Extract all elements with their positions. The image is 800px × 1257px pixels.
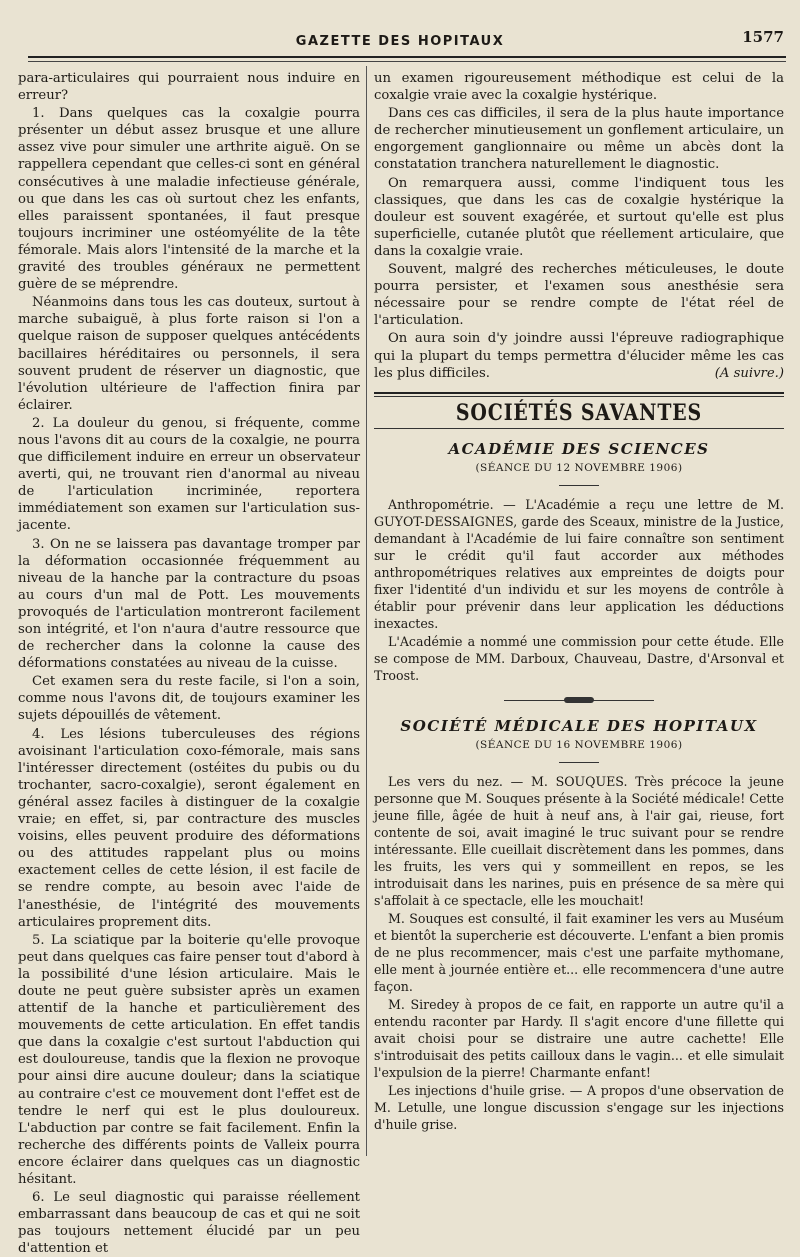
section-banner [374,392,784,429]
paragraph [374,330,784,381]
ornament-mark [564,697,594,703]
academie-title: ACADÉMIE DES SCIENCES [448,439,710,458]
paragraph: un examen rigoureusement méthodique est celui de la coxalgie vraie avec la coxalgie hystérique. [374,71,784,104]
paragraph: M. Souques est consulté, il fait examiner les vers au Muséum et bientôt la supercherie est découverte. L'enfant a bien promis de ne plus recommencer, mais c'est une parfaite mythomane, elle ment à journée entière et... elle recommencera d'une autre façon. [374,911,784,995]
paragraph: Anthropométrie. — L'Académie a reçu une lettre de M. GUYOT-DESSAIGNES, garde des Sceaux, ministre de la Justice, demandant à l'Académie de lui faire connaître son sentiment sur le crédit qu'il faut accorder aux méthodes anthropométriques relatives aux empreintes de doigts pour fixer l'identité d'un individu et sur les moyens de contrôle à établir pour prévenir dans leur application les déductions inexactes. [374,496,784,631]
academie-seance: (SÉANCE DU 12 NOVEMBRE 1906) [475,461,683,474]
paragraph: 3. On ne se laissera pas davantage tromper par la déformation occasionnée fréquemment au niveau de la hanche par la contracture du psoas au cours d'un mal de Pott. Les mouvements provoqués de l'articulation montreront facilement son intégrité, et l'on n'aura d'autre ressource que de rechercher dans la colonne la cause des déformations constatées au niveau de la cuisse. [18,536,360,672]
paragraph: 1. Dans quelques cas la coxalgie pourra présenter un début assez brusque et une allure assez vive pour simuler une arthrite aiguë. On se rappellera cependant que celles-ci sont en général consécutives à une maladie infectieuse générale, ou que dans les cas où surtout chez les enfants, elles paraissent spontanées, il faut presque toujours incriminer une ostéomyélite de la tête fémorale. Mais alors l'intensité de la marche et la gravité des troubles généraux ne permettent guère de se méprendre. [18,106,360,293]
paragraph: para-articulaires qui pourraient nous induire en erreur? [18,71,360,104]
paragraph: Néanmoins dans tous les cas douteux, surtout à marche subaiguë, à plus forte raison si l'on a quelque raison de supposer quelques antécédents bacillaires héréditaires ou personnels, il sera souvent prudent de réserver un diagnostic, que l'évolution ultérieure de l'affection finira par éclairer. [18,295,360,413]
section-title: SOCIÉTÉS SAVANTES [455,399,703,426]
paragraph: Souvent, malgré des recherches méticuleuses, le doute pourra persister, et l'examen sous anesthésie sera nécessaire pour se rendre compte de l'état réel de l'articulation. [374,262,784,329]
paragraph: 5. La sciatique par la boiterie qu'elle provoque peut dans quelques cas faire penser tout d'abord à la possibilité d'une lésion articulaire. Mais le doute ne peut guère subsister après un examen attentif de la hanche et particulièrement des mouvements de cette articulation. En effet tandis que dans la coxalgie c'est surtout l'abduction qui est douloureuse, tandis que la flexion ne provoque pour ainsi dire aucune douleur; dans la sciatique au contraire c'est ce mouvement dont l'effet est de tendre le nerf qui est le plus douloureux. L'abduction par contre se fait facilement. Enfin la recherche des différents points de Valleix pourra encore éclairer dans quelques cas un diagnostic hésitant. [18,932,360,1187]
paragraph: 2. La douleur du genou, si fréquente, comme nous l'avons dit au cours de la coxalgie, ne pourra que difficilement induire en erreur un observateur averti, qui, ne trouvant rien d'anormal au niveau de l'articulation incriminée, reportera immédiatement son examen sur l'articulation sus-jacente. [18,415,360,534]
paragraph: Dans ces cas difficiles, il sera de la plus haute importance de rechercher minutieusement un gonflement articulaire, un engorgement ganglionnaire ou même un abcès dont la constatation tranchera naturellement le diagnostic. [374,106,784,173]
header-rule-thin [28,61,786,62]
societe-body [374,773,784,1133]
ornament-divider [374,696,784,706]
to-be-continued: (A suivre.) [714,365,784,381]
banner-rule [374,392,784,394]
short-rule [559,485,599,486]
left-column [18,70,360,1257]
societe-seance: (SÉANCE DU 16 NOVEMBRE 1906) [475,739,683,752]
paragraph: Les injections d'huile grise. — A propos d'une observation de M. Letulle, une longue discussion s'engage sur les injections d'huile grise. [374,1083,784,1133]
banner-rule-thin [374,428,784,429]
short-rule [559,762,599,763]
paragraph-text: On aura soin d'y joindre aussi l'épreuve radiographique qui la plupart du temps permettra d'élucider même les cas les plus difficiles. [374,331,784,381]
paragraph: L'Académie a nommé une commission pour cette étude. Elle se compose de MM. Darboux, Chauveau, Dastre, d'Arsonval et Troost. [374,633,784,683]
paragraph: 4. Les lésions tuberculeuses des régions avoisinant l'articulation coxo-fémorale, mais sans l'intéresser directement (ostéites du pubis ou du trochanter, sacro-coxalgie), seront également en général assez faciles à distinguer de la coxalgie vraie; en effet, si, par contracture des muscles voisins, elles peuvent produire des déformations ou des attitudes rappelant plus ou moins exactement celles de cette lésion, il est facile de se rendre compte, au besoin avec l'aide de l'anesthésie, de l'intégrité des mouvements articulaires proprement dits. [18,726,360,930]
right-column [374,70,784,1156]
paragraph: Les vers du nez. — M. SOUQUES. Très précoce la jeune personne que M. Souques présente à la Société médicale! Cette jeune fille, âgée de huit à neuf ans, à l'air gai, rieuse, fort contente de soi, avait imaginé le truc suivant pour se rendre intéressante. Elle cueillait discrètement dans les pommes, dans les fruits, les vers qui y sommeillent en repos, se les introduisait dans les narines, puis en présence de sa mère qui s'affolait à ce spectacle, elle les mouchait! [374,774,784,909]
paragraph: M. Siredey à propos de ce fait, en rapporte un autre qu'il a entendu raconter par Hardy. Il s'agit encore d'une fillette qui avait choisi pour se distraire une autre cachette! Elle s'introduisait des petits cailloux dans le vagin... et elle simulait l'expulsion de la pierre! Charmante enfant! [374,997,784,1081]
page-header [0,28,800,58]
banner-rule-thin [374,396,784,397]
journal-title: GAZETTE DES HOPITAUX [295,34,505,49]
academie-body [374,496,784,684]
header-rule [28,56,786,58]
column-divider [366,66,367,1156]
societe-title: SOCIÉTÉ MÉDICALE DES HOPITAUX [400,716,758,735]
paragraph: 6. Le seul diagnostic qui paraisse réellement embarrassant dans beaucoup de cas et qui ne soit pas toujours nettement élucidé par un peu d'attention et [18,1190,360,1257]
paragraph: Cet examen sera du reste facile, si l'on a soin, comme nous l'avons dit, de toujours examiner les sujets dépouillés de vêtement. [18,674,360,724]
page-number: 1577 [742,28,784,46]
paragraph: On remarquera aussi, comme l'indiquent tous les classiques, que dans les cas de coxalgie hystérique la douleur est souvent exagérée, et surtout qu'elle est plus superficielle, cutanée plutôt que réellement articulaire, que dans la coxalgie vraie. [374,175,784,259]
